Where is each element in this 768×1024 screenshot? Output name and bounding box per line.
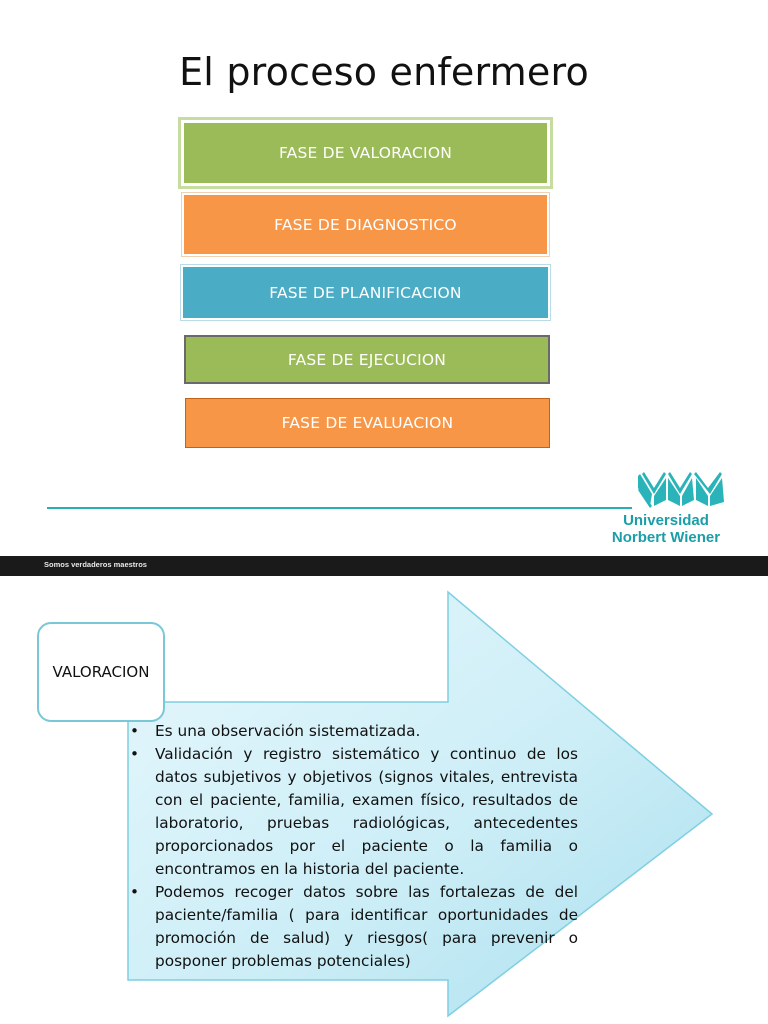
bullet-icon: • [130,745,140,763]
footer-text: Somos verdaderos maestros [44,560,147,569]
slide-title: El proceso enfermero [179,50,589,94]
bullet-text: Validación y registro sistemático y continuo de los datos subjetivos y objetivos (signos vitales, entrevista con el paciente, familia, examen físico, resultados de laboratorio, pruebas radiológicas, antecedentes proporcionados por el paciente o la familia o encontramos en la historia del paciente. [155,745,578,878]
phase-diagnostico: FASE DE DIAGNOSTICO [184,195,547,254]
university-name-line1: Universidad [623,512,709,529]
phase-valoracion: FASE DE VALORACION [183,122,548,184]
phase-planificacion: FASE DE PLANIFICACION [183,267,548,318]
bullet-text: Podemos recoger datos sobre las fortalezas de del paciente/familia ( para identificar oportunidades de promoción de salud) y riesgos( para prevenir o posponer problemas potenciales) [155,883,578,970]
university-name [600,512,732,546]
bullet-text: Es una observación sistematizada. [155,722,421,740]
slide-2 [0,576,768,1024]
list-item [128,720,578,743]
footer-bar [0,556,768,576]
list-item [128,743,578,881]
bullet-icon: • [130,722,140,740]
phase-ejecucion: FASE DE EJECUCION [184,335,550,384]
phase-evaluacion: FASE DE EVALUACION [185,398,550,448]
divider-line [47,507,632,509]
list-item [128,881,578,973]
bullet-icon: • [130,883,140,901]
university-name-line2: Norbert Wiener [611,529,721,546]
bullet-list [128,720,578,973]
valoracion-box: VALORACION [37,622,165,722]
